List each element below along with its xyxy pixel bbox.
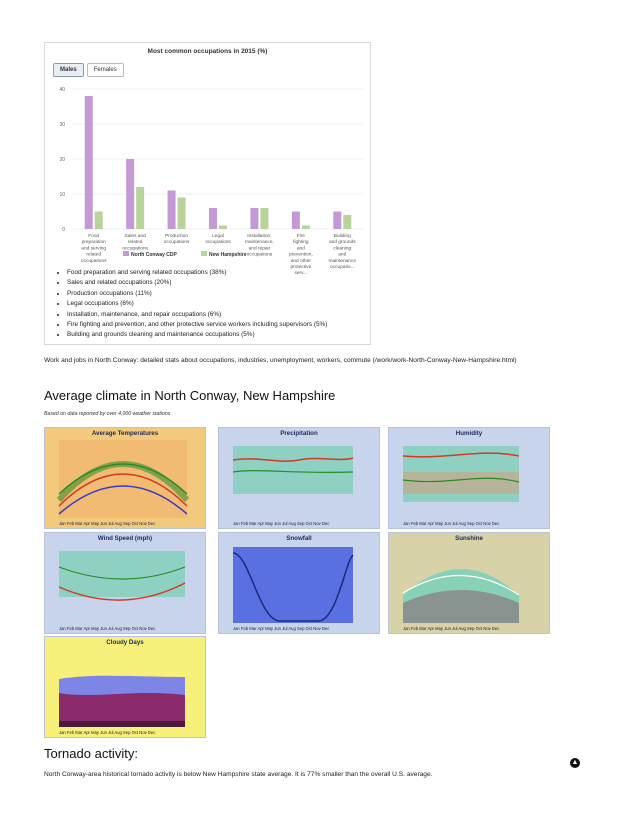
list-item: • Production occupations (11%): [67, 289, 327, 299]
list-item: • Fire fighting and prevention, and other protective service workers including supervisors (5%): [67, 320, 327, 330]
x-tick-label: occupations: [80, 258, 107, 264]
bar: [292, 212, 300, 230]
sunshine-chart: [388, 532, 550, 634]
month-axis-labels: Jan Feb Mar Apr May Jun Jul Aug Sep Oct Nov Dec: [59, 730, 156, 735]
month-axis-labels: Jan Feb Mar Apr May Jun Jul Aug Sep Oct Nov Dec: [403, 521, 500, 526]
x-tick-label: serv...: [294, 271, 308, 277]
x-tick-label: cleaning: [333, 246, 352, 252]
x-tick-label: Fire: [296, 234, 305, 239]
bar: [343, 215, 351, 229]
tile-title: Average Temperatures: [91, 430, 159, 437]
x-tick-label: and other: [290, 258, 311, 264]
tile-title: Precipitation: [280, 430, 318, 437]
x-tick-label: Installation,: [247, 234, 272, 239]
x-tick-label: related: [127, 240, 143, 246]
x-tick-label: occupations: [205, 240, 231, 246]
tornado-heading: Tornado activity:: [44, 746, 138, 761]
bar: [209, 208, 217, 229]
bar: [250, 208, 258, 229]
bar: [260, 208, 268, 229]
x-tick-label: protective: [290, 265, 312, 270]
bar: [178, 198, 186, 230]
y-tick-label: 0: [62, 227, 65, 233]
bar: [168, 191, 176, 230]
list-item: • Sales and related occupations (20%): [67, 278, 327, 288]
arrow-up-circle-icon[interactable]: ▲: [571, 759, 579, 766]
x-tick-label: prevention,: [288, 252, 313, 258]
x-tick-label: Production: [165, 234, 189, 239]
tile-title: Snowfall: [286, 535, 312, 542]
bar: [95, 212, 103, 230]
month-axis-labels: Jan Feb Mar Apr May Jun Jul Aug Sep Oct Nov Dec: [59, 626, 156, 631]
tornado-text: North Conway-area historical tornado activity is below New Hampshire state average. It is 77% smaller than the overall U.S. average.: [44, 771, 433, 778]
x-tick-label: occupations: [246, 252, 273, 258]
avg-temperatures-chart: [44, 427, 206, 529]
occupations-list: [63, 268, 327, 341]
legend-label: North Conway CDP: [131, 252, 177, 258]
month-axis-labels: Jan Feb Mar Apr May Jun Jul Aug Sep Oct Nov Dec: [233, 626, 330, 631]
bar: [126, 159, 134, 229]
list-item: • Food preparation and serving related occupations (38%): [67, 268, 327, 278]
legend-swatch: [123, 251, 129, 256]
tile-title: Wind Speed (mph): [97, 535, 153, 542]
x-tick-label: Building: [333, 234, 351, 239]
x-tick-label: related: [86, 252, 102, 258]
x-tick-label: fighting: [293, 240, 309, 246]
y-tick-label: 30: [59, 122, 65, 128]
month-axis-labels: Jan Feb Mar Apr May Jun Jul Aug Sep Oct Nov Dec: [233, 521, 330, 526]
work-jobs-link[interactable]: Work and jobs in North Conway: detailed stats about occupations, industries, unemployment, workers, commute (/work/work-North-Conway-New-Hampshire.html): [44, 357, 517, 364]
chart-title: Most common occupations in 2015 (%): [147, 48, 268, 55]
bar: [333, 212, 341, 230]
y-tick-label: 10: [59, 192, 65, 198]
bar: [219, 226, 227, 230]
tile-title: Cloudy Days: [106, 639, 144, 646]
tab-males[interactable]: Males: [53, 63, 84, 77]
x-tick-label: and repair: [248, 246, 271, 252]
x-tick-label: occupations: [163, 240, 190, 246]
x-tick-label: Food: [88, 234, 100, 239]
x-tick-label: maintenance: [328, 258, 357, 264]
x-tick-label: and: [296, 246, 305, 252]
x-tick-label: Legal: [212, 234, 224, 239]
snowfall-chart: [218, 532, 380, 634]
x-tick-label: Sales and: [124, 234, 146, 239]
x-tick-label: and: [338, 252, 347, 258]
precipitation-chart: [218, 427, 380, 529]
humidity-chart: [388, 427, 550, 529]
legend-swatch: [201, 251, 207, 256]
bar: [85, 96, 93, 229]
x-tick-label: preparation: [81, 240, 106, 246]
gender-tabs: [53, 63, 124, 77]
month-axis-labels: Jan Feb Mar Apr May Jun Jul Aug Sep Oct Nov Dec: [59, 521, 156, 526]
bar: [302, 226, 310, 230]
x-tick-label: maintenance,: [245, 240, 274, 246]
tile-title: Humidity: [455, 430, 483, 437]
tile-title: Sunshine: [455, 535, 483, 542]
x-tick-label: and grounds: [328, 240, 356, 246]
y-tick-label: 40: [59, 87, 65, 93]
occupations-panel: [44, 42, 371, 345]
climate-note: Based on data reported by over 4,000 weather stations: [44, 411, 171, 417]
list-item: • Building and grounds cleaning and maintenance occupations (5%): [67, 330, 327, 340]
month-axis-labels: Jan Feb Mar Apr May Jun Jul Aug Sep Oct Nov Dec: [403, 626, 500, 631]
x-tick-label: occupatio...: [330, 265, 355, 270]
x-tick-label: occupations: [122, 246, 148, 252]
x-tick-label: and serving: [81, 246, 107, 252]
y-tick-label: 20: [59, 157, 65, 163]
tab-females[interactable]: Females: [87, 63, 124, 77]
wind-speed-chart: [44, 532, 206, 634]
list-item: • Legal occupations (6%): [67, 299, 327, 309]
cloudy-days-chart: [44, 636, 206, 738]
legend-label: New Hampshire: [209, 252, 247, 258]
bar: [136, 187, 144, 229]
list-item: • Installation, maintenance, and repair occupations (6%): [67, 310, 327, 320]
climate-heading: Average climate in North Conway, New Hampshire: [44, 388, 336, 403]
